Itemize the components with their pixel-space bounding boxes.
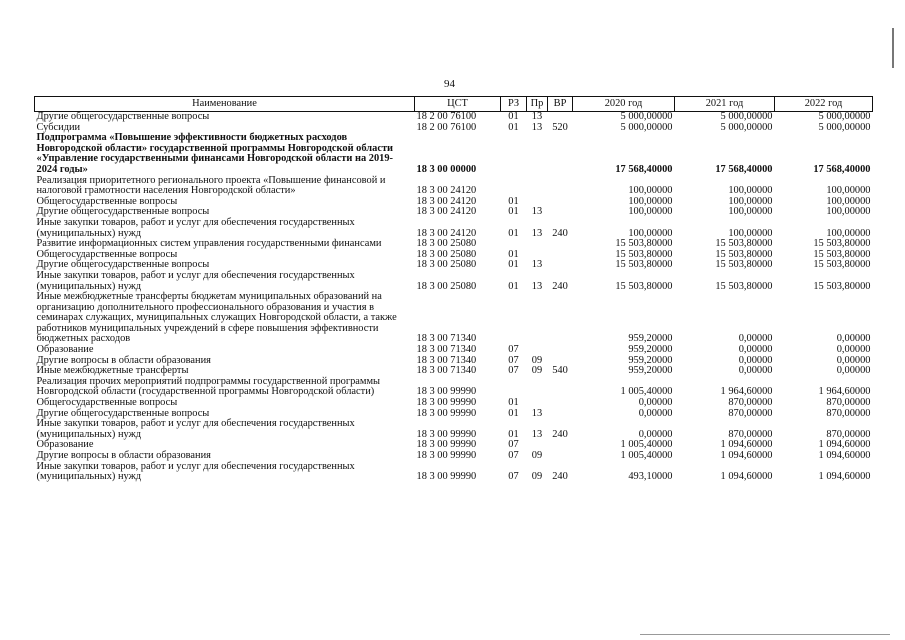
row-cst: 18 3 00 99990 [416, 397, 477, 409]
row-cst: 18 3 00 24120 [416, 206, 477, 218]
row-pr: 13 [531, 407, 543, 419]
row-2020: 100,00000 [628, 206, 673, 218]
row-2022: 15 503,80000 [813, 248, 871, 260]
row-name: Иные закупки товаров, работ и услуг для обеспечения государственных (муниципальных) нужд [36, 216, 355, 239]
row-name: Иные закупки товаров, работ и услуг для обеспечения государственных (муниципальных) нужд [36, 269, 355, 292]
row-2021: 5 000,00000 [720, 111, 773, 122]
row-2020: 1 005,40000 [620, 386, 673, 398]
table-header-row [35, 97, 873, 112]
table-row [35, 176, 873, 197]
row-2022: 1 964,60000 [818, 386, 871, 398]
row-name: Реализация приоритетного регионального проекта «Повышение финансовой и налоговой грамотности населения Новгородской области» [36, 174, 386, 197]
scan-edge-mark [892, 28, 894, 68]
row-vr [548, 440, 573, 451]
row-2021: 0,00000 [738, 344, 773, 356]
column-header-2022: 2022 год [775, 97, 873, 112]
table-row [35, 218, 873, 239]
row-2021: 17 568,40000 [715, 163, 773, 175]
row-2020: 1 005,40000 [620, 450, 673, 461]
row-2022: 100,00000 [826, 206, 871, 218]
column-header-pr: Пр [527, 97, 548, 112]
row-rz [501, 176, 527, 197]
row-2022: 870,00000 [826, 428, 871, 440]
row-rz: 01 [508, 121, 519, 133]
row-pr: 13 [531, 280, 543, 292]
column-header-2021: 2021 год [675, 97, 775, 112]
row-cst: 18 3 00 24120 [416, 185, 477, 197]
row-name: Иные межбюджетные трансферты бюджетам муниципальных образований на организацию дополнительного профессионального образования и участия в семинарах служащих, муниципальных служащих Новгородской области, а также работников муниципальных учреждений в сфере повышения эффективности бюджетных расходов [36, 291, 397, 345]
row-rz: 01 [508, 397, 519, 409]
row-2021: 15 503,80000 [715, 259, 773, 271]
row-vr: 240 [552, 471, 568, 483]
row-2022: 100,00000 [826, 185, 871, 197]
row-2022: 100,00000 [826, 227, 871, 239]
row-2020: 15 503,80000 [615, 259, 673, 271]
row-rz: 01 [508, 248, 519, 260]
row-name: Образование [36, 344, 94, 356]
row-2022: 1 094,60000 [818, 450, 871, 461]
row-2022: 5 000,00000 [818, 121, 871, 133]
table-row [35, 451, 873, 462]
row-rz: 07 [508, 471, 519, 483]
row-rz [501, 292, 527, 345]
row-vr [548, 260, 573, 271]
row-cst: 18 3 00 99990 [416, 386, 477, 398]
row-2020: 959,20000 [628, 344, 673, 356]
row-2022: 870,00000 [826, 407, 871, 419]
table-row [35, 462, 873, 483]
row-2021: 100,00000 [728, 195, 773, 207]
row-cst: 18 3 00 99990 [416, 471, 477, 483]
row-cst: 18 3 00 71340 [416, 344, 477, 356]
row-cst: 18 2 00 76100 [416, 121, 477, 133]
row-rz: 01 [508, 280, 519, 292]
row-2020: 15 503,80000 [615, 280, 673, 292]
row-name: Иные закупки товаров, работ и услуг для обеспечения государственных (муниципальных) нужд [36, 460, 355, 483]
row-name: Иные межбюджетные трансферты [36, 365, 189, 377]
row-vr [548, 292, 573, 345]
row-cst: 18 3 00 24120 [416, 195, 477, 207]
row-pr: 09 [531, 450, 543, 461]
row-cst: 18 3 00 00000 [416, 163, 477, 175]
row-pr: 13 [531, 227, 543, 239]
row-rz: 01 [508, 259, 519, 271]
row-2020: 493,10000 [628, 471, 673, 483]
row-2020: 959,20000 [628, 333, 673, 345]
row-2020: 959,20000 [628, 365, 673, 377]
row-2022: 0,00000 [836, 344, 871, 356]
row-2022: 15 503,80000 [813, 280, 871, 292]
row-rz: 07 [508, 439, 519, 451]
row-rz: 01 [508, 227, 519, 239]
row-2020: 100,00000 [628, 195, 673, 207]
row-pr [527, 377, 548, 398]
row-2022: 0,00000 [836, 365, 871, 377]
row-cst: 18 3 00 71340 [416, 333, 477, 345]
row-2020: 959,20000 [628, 354, 673, 366]
row-pr: 13 [531, 206, 543, 218]
row-2020: 0,00000 [638, 407, 673, 419]
row-cst: 18 3 00 99990 [416, 450, 477, 461]
row-rz: 07 [508, 344, 519, 356]
row-cst: 18 3 00 71340 [416, 354, 477, 366]
row-vr: 240 [552, 227, 568, 239]
row-cst: 18 2 00 76100 [416, 111, 477, 122]
row-2021: 870,00000 [728, 397, 773, 409]
row-vr [548, 377, 573, 398]
column-header-rz: РЗ [501, 97, 527, 112]
table-row [35, 419, 873, 440]
row-name: Иные закупки товаров, работ и услуг для обеспечения государственных (муниципальных) нужд [36, 418, 355, 440]
row-2022: 5 000,00000 [818, 111, 871, 122]
row-2021: 0,00000 [738, 365, 773, 377]
row-name: Другие общегосударственные вопросы [36, 407, 210, 419]
row-vr: 520 [552, 121, 568, 133]
row-vr [548, 176, 573, 197]
row-vr [548, 409, 573, 420]
row-2020: 5 000,00000 [620, 111, 673, 122]
row-rz [501, 377, 527, 398]
row-2021: 1 964,60000 [720, 386, 773, 398]
row-vr [548, 345, 573, 356]
row-name: Субсидии [36, 121, 81, 133]
row-2020: 15 503,80000 [615, 238, 673, 250]
row-pr: 13 [531, 121, 543, 133]
row-cst: 18 3 00 25080 [416, 259, 477, 271]
row-name: Общегосударственные вопросы [36, 195, 178, 207]
row-pr [527, 133, 548, 175]
row-name: Другие общегосударственные вопросы [36, 259, 210, 271]
table-row [35, 377, 873, 398]
row-rz: 07 [508, 365, 519, 377]
row-2020: 5 000,00000 [620, 121, 673, 133]
row-2021: 15 503,80000 [715, 238, 773, 250]
column-header-cst: ЦСТ [415, 97, 501, 112]
row-vr [548, 112, 573, 123]
row-name: Развитие информационных систем управления государственными финансами [36, 238, 382, 250]
column-header-name: Наименование [35, 97, 415, 112]
row-2021: 15 503,80000 [715, 248, 773, 260]
row-cst: 18 3 00 99990 [416, 407, 477, 419]
row-name: Реализация прочих мероприятий подпрограммы государственной программы Новгородской области (государственной программы Новгородской области) [36, 375, 381, 398]
row-2022: 17 568,40000 [813, 163, 871, 175]
row-vr: 240 [552, 428, 568, 440]
row-2022: 0,00000 [836, 354, 871, 366]
row-2021: 100,00000 [728, 227, 773, 239]
row-cst: 18 3 00 71340 [416, 365, 477, 377]
row-name: Образование [36, 439, 94, 451]
row-2021: 100,00000 [728, 206, 773, 218]
row-vr: 540 [552, 365, 568, 377]
row-2022: 1 094,60000 [818, 439, 871, 451]
row-rz: 07 [508, 450, 519, 461]
row-2021: 5 000,00000 [720, 121, 773, 133]
row-name: Другие общегосударственные вопросы [36, 111, 210, 122]
row-2022: 15 503,80000 [813, 259, 871, 271]
row-2020: 100,00000 [628, 227, 673, 239]
row-name: Общегосударственные вопросы [36, 397, 178, 409]
row-vr [548, 133, 573, 175]
page-number: 94 [444, 78, 455, 90]
row-pr: 13 [531, 259, 543, 271]
row-pr: 09 [531, 471, 543, 483]
row-pr: 13 [531, 428, 543, 440]
row-cst: 18 3 00 99990 [416, 439, 477, 451]
row-2021: 870,00000 [728, 428, 773, 440]
row-rz: 01 [508, 428, 519, 440]
row-vr [548, 451, 573, 462]
row-rz: 01 [508, 206, 519, 218]
row-cst: 18 3 00 24120 [416, 227, 477, 239]
row-2021: 870,00000 [728, 407, 773, 419]
row-rz: 07 [508, 354, 519, 366]
row-pr: 13 [531, 111, 543, 122]
row-rz: 01 [508, 111, 519, 122]
row-cst: 18 3 00 25080 [416, 280, 477, 292]
row-2022: 870,00000 [826, 397, 871, 409]
row-name: Другие вопросы в области образования [36, 450, 211, 461]
budget-table [34, 96, 873, 483]
row-2021: 0,00000 [738, 333, 773, 345]
row-cst: 18 3 00 25080 [416, 248, 477, 260]
scan-bottom-mark [640, 634, 890, 635]
row-name: Подпрограмма «Повышение эффективности бюджетных расходов Новгородской области» государственной программы Новгородской области «Управление государственными финансами Новгородской области на 2019-2024 годы» [36, 132, 394, 175]
row-name: Другие вопросы в области образования [36, 354, 211, 366]
row-2022: 100,00000 [826, 195, 871, 207]
row-2021: 0,00000 [738, 354, 773, 366]
row-rz: 01 [508, 407, 519, 419]
row-rz: 01 [508, 195, 519, 207]
row-2020: 1 005,40000 [620, 439, 673, 451]
row-pr [527, 176, 548, 197]
row-pr: 09 [531, 365, 543, 377]
column-header-2020: 2020 год [573, 97, 675, 112]
row-2022: 1 094,60000 [818, 471, 871, 483]
row-pr [527, 239, 548, 250]
row-2021: 1 094,60000 [720, 471, 773, 483]
row-2021: 100,00000 [728, 185, 773, 197]
row-pr [527, 292, 548, 345]
row-name: Другие общегосударственные вопросы [36, 206, 210, 218]
row-2021: 1 094,60000 [720, 450, 773, 461]
row-vr: 240 [552, 280, 568, 292]
row-vr [548, 250, 573, 261]
table-row [35, 112, 873, 123]
column-header-vr: ВР [548, 97, 573, 112]
row-2020: 0,00000 [638, 397, 673, 409]
row-vr [548, 197, 573, 208]
row-cst: 18 3 00 25080 [416, 238, 477, 250]
row-2021: 1 094,60000 [720, 439, 773, 451]
row-2020: 15 503,80000 [615, 248, 673, 260]
table-row [35, 133, 873, 175]
row-cst: 18 3 00 99990 [416, 428, 477, 440]
row-vr [548, 239, 573, 250]
row-name: Общегосударственные вопросы [36, 248, 178, 260]
row-2020: 17 568,40000 [615, 163, 673, 175]
row-2020: 100,00000 [628, 185, 673, 197]
row-2022: 0,00000 [836, 333, 871, 345]
row-vr [548, 207, 573, 218]
table-row [35, 292, 873, 345]
row-rz [501, 133, 527, 175]
row-vr [548, 398, 573, 409]
table-row [35, 271, 873, 292]
table-body [35, 112, 873, 483]
row-pr: 09 [531, 354, 543, 366]
row-2021: 15 503,80000 [715, 280, 773, 292]
row-2022: 15 503,80000 [813, 238, 871, 250]
row-2020: 0,00000 [638, 428, 673, 440]
